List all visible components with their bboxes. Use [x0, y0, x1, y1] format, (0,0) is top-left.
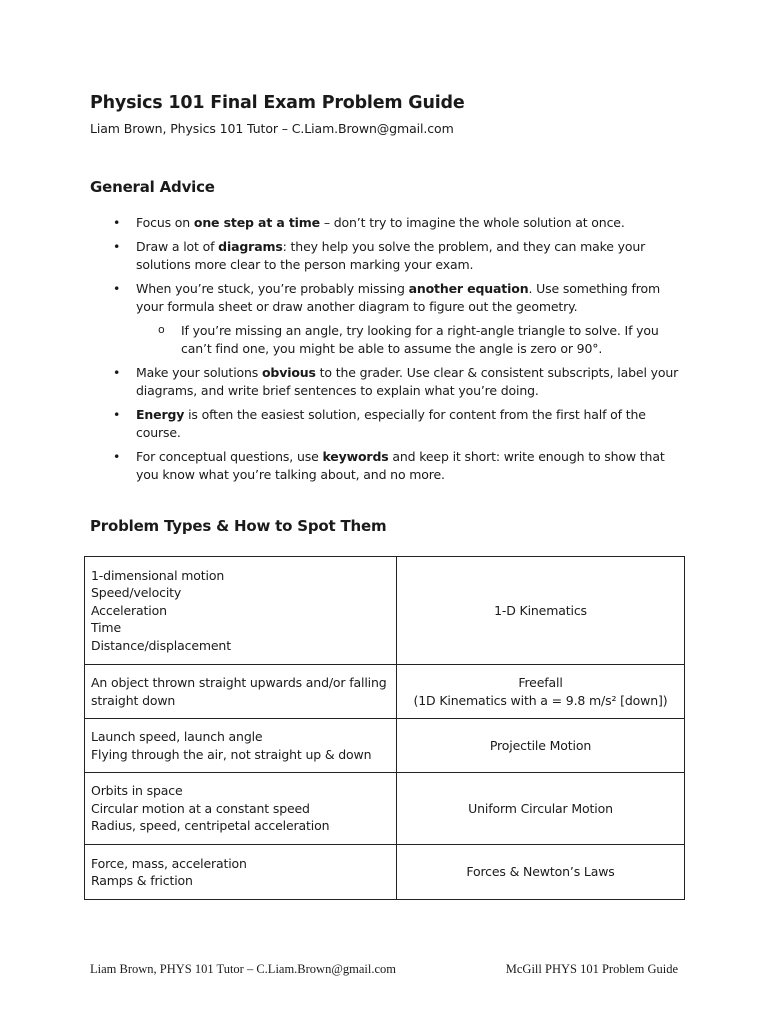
advice-sublist: [136, 322, 680, 358]
type-cell: 1-D Kinematics: [397, 557, 685, 665]
clues-cell: Launch speed, launch angle Flying through the air, not straight up & down: [85, 719, 397, 773]
clues-cell: Force, mass, acceleration Ramps & friction: [85, 845, 397, 900]
advice-keyword: keywords: [322, 449, 389, 464]
advice-item-another-equation: • When you’re stuck, you’re probably missing another equation. Use something from your formula sheet or draw another diagram to figure out the geometry. o If you’re missing an angle, try looking for a right-angle triangle to solve. If you can’t find one, you might be able to assume the angle is zero or 90°.: [0, 280, 768, 358]
advice-item-keywords: • For conceptual questions, use keywords and keep it short: write enough to show that you know what you’re talking about, and no more.: [0, 448, 768, 484]
advice-item-diagrams: • Draw a lot of diagrams: they help you solve the problem, and they can make your solutions more clear to the person marking your exam.: [0, 238, 768, 274]
type-cell: Forces & Newton’s Laws: [397, 845, 685, 900]
page-title: Physics 101 Final Exam Problem Guide: [90, 93, 465, 113]
advice-keyword: another equation: [408, 281, 529, 296]
clues-cell: Orbits in space Circular motion at a constant speed Radius, speed, centripetal acceleration: [85, 773, 397, 845]
clues-cell: 1-dimensional motion Speed/velocity Acceleration Time Distance/displacement: [85, 557, 397, 665]
advice-subitem-angle: o If you’re missing an angle, try looking for a right-angle triangle to solve. If you can’t find one, you might be able to assume the angle is zero or 90°.: [181, 322, 680, 358]
author-line: Liam Brown, Physics 101 Tutor – C.Liam.Brown@gmail.com: [90, 121, 454, 136]
advice-keyword: obvious: [261, 365, 316, 380]
section-heading-general-advice: General Advice: [90, 178, 215, 196]
advice-list: [0, 214, 768, 490]
type-cell: Freefall (1D Kinematics with a = 9.8 m/s² [down]): [397, 665, 685, 719]
advice-item-energy: • Energy is often the easiest solution, especially for content from the first half of the course.: [0, 406, 768, 442]
footer-left: Liam Brown, PHYS 101 Tutor – C.Liam.Brown@gmail.com: [90, 962, 396, 976]
table-row: [85, 557, 685, 665]
section-heading-problem-types: Problem Types & How to Spot Them: [90, 517, 387, 535]
type-cell: Projectile Motion: [397, 719, 685, 773]
advice-item-obvious: • Make your solutions obvious to the grader. Use clear & consistent subscripts, label your diagrams, and write brief sentences to explain what you’re doing.: [0, 364, 768, 400]
advice-keyword: Energy: [136, 407, 185, 422]
footer-right: McGill PHYS 101 Problem Guide: [505, 962, 678, 976]
table-row: [85, 773, 685, 845]
table-row: [85, 719, 685, 773]
table-row: [85, 665, 685, 719]
problem-types-table: [84, 556, 685, 900]
advice-keyword: diagrams: [218, 239, 283, 254]
advice-keyword: one step at a time: [193, 215, 320, 230]
type-cell: Uniform Circular Motion: [397, 773, 685, 845]
clues-cell: An object thrown straight upwards and/or falling straight down: [85, 665, 397, 719]
advice-item-one-step: • Focus on one step at a time – don’t try to imagine the whole solution at once.: [0, 214, 768, 232]
table-row: [85, 845, 685, 900]
